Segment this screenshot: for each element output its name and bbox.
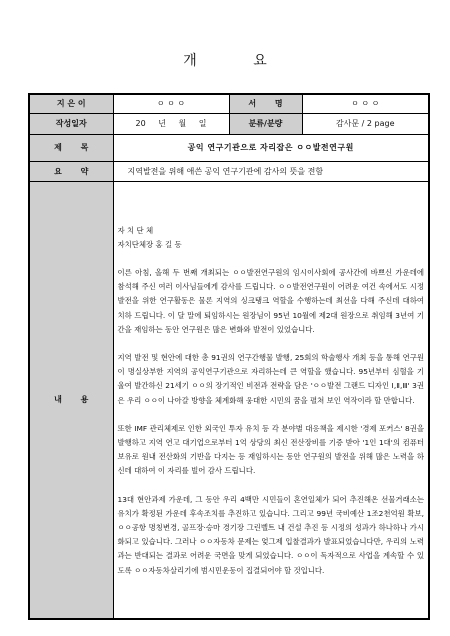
summary-row bbox=[29, 161, 429, 181]
subject-label: 제 목 bbox=[29, 134, 113, 161]
paragraph-3: 또한 IMF 관리체제로 인한 외국인 투자 유치 등 각 분야별 대응책을 제시한 '경제 포커스' 8권을 발행하고 지역 연고 대기업으로부터 1억 상당의 최신 전산장비를 기증 받아 '1인 1대'의 컴퓨터 보유로 원내 전산화의 기반을 다지는 등 재임하시는 동안 연구원의 발전을 위해 많은 노력을 하신데 대하여 이 자리를 빌어 감사 드립니다. bbox=[117, 423, 424, 476]
paragraph-2: 지역 발전 및 현안에 대한 총 91권의 연구간행물 발행, 25회의 학술행사 개최 등을 통해 연구원이 명실상부한 지역의 공익연구기관으로 자리하는데 큰 역할을 했습니다. 95년부터 심혈을 기울여 발간하신 21세기 ㅇㅇ의 장기적인 비전과 전략을 담은 'ㅇㅇ발전 그랜드 디자인 Ⅰ,Ⅱ,Ⅲ' 3권은 우리 ㅇㅇ이 나아갈 방향을 체계화해 웅대한 시민의 꿈을 펼쳐 보인 역작이라 할 만합니다. bbox=[117, 353, 424, 405]
author-row bbox=[29, 94, 429, 113]
author-value: ㅇ ㅇ ㅇ bbox=[113, 94, 229, 113]
subject-value: 공익 연구기관으로 자리잡은 ㅇㅇ발전연구원 bbox=[113, 134, 429, 161]
category-value: 감사문 / 2 page bbox=[302, 113, 429, 134]
content-label: 내 용 bbox=[29, 181, 113, 619]
signature-label: 서 명 bbox=[229, 94, 302, 113]
sender-name: 자치단체장 홍 길 동 bbox=[117, 239, 182, 249]
summary-value: 지역발전을 위해 애쓴 공익 연구기관에 감사의 뜻을 전함 bbox=[113, 161, 429, 181]
category-label: 분류/분량 bbox=[229, 113, 302, 134]
paragraph-4: 13대 현안과제 가운데, 그 동안 우리 4백만 시민들이 혼연일체가 되어 추진해온 선물거래소는 유치가 확정된 가운데 후속조치를 추진하고 있습니다. 그리고 99년 국비예산 1조2천억원 확보, ㅇㅇ공항 명칭변경, 골프장·승마 경기장 그린벨트 내 건설 추진 등 시정의 성과가 하나하나 가시화되고 있습니다. 그러나 ㅇㅇ자동차 문제는 엊그제 입찰결과가 발표되었습니다만, 우리의 노력과는 반대되는 결과로 어려운 국면을 맞게 되었습니다. ㅇㅇ이 독자적으로 사업을 계속할 수 있도록 ㅇㅇ자동차살리기에 범시민운동이 집결되어야 할 것입니다. bbox=[117, 494, 424, 575]
document-title: 개 요 bbox=[183, 53, 293, 69]
date-label: 작성일자 bbox=[29, 113, 113, 134]
date-row bbox=[29, 113, 429, 134]
signature-value: ㅇ ㅇ ㅇ bbox=[302, 94, 429, 113]
sender-org: 자 치 단 체 bbox=[117, 225, 154, 235]
subject-row bbox=[29, 134, 429, 161]
author-label: 지 은 이 bbox=[29, 94, 113, 113]
paragraph-1: 이른 아침, 올해 두 번째 개최되는 ㅇㅇ발전연구원의 임시이사회에 공사간에 바쁘신 가운데에 참석해 주신 여러 이사님들에게 감사를 드립니다. ㅇㅇ발전연구원이 어려운 여건 속에서도 시정 발전을 위한 연구활동은 물론 지역의 싱크탱크 역할을 수행하는데 최선을 다해 주신데 대하여 치하 드립니다. 이 달 말에 퇴임하시는 원장님이 95년 10월에 제2대 원장으로 취임해 3년여 기간을 재임하는 동안 연구원은 많은 변화와 발전이 있었습니다. bbox=[117, 268, 424, 334]
content-row bbox=[29, 181, 429, 619]
date-value: 20 년 월 일 bbox=[113, 113, 229, 134]
summary-form bbox=[28, 93, 430, 620]
content-body bbox=[113, 181, 429, 619]
summary-label: 요 약 bbox=[29, 161, 113, 181]
